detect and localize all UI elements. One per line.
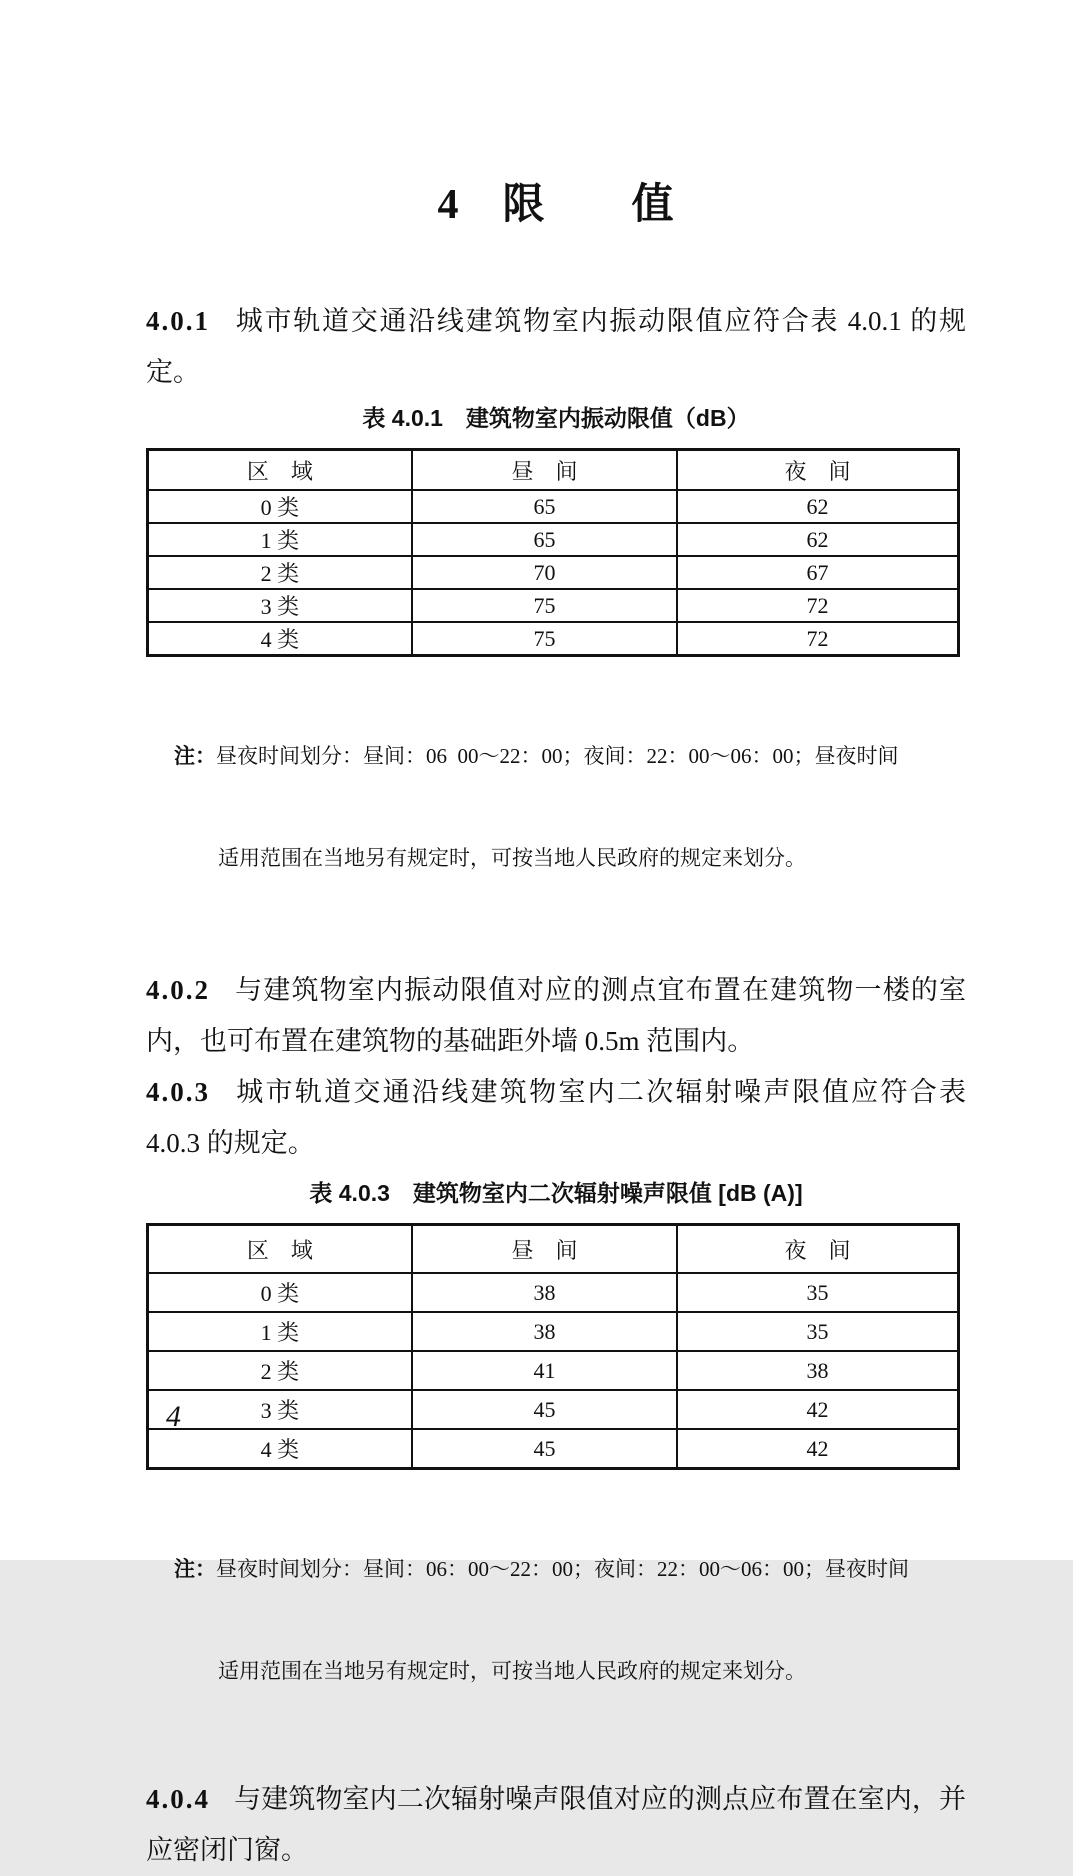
- clause-4-0-1: [146, 296, 966, 398]
- clause-number: 4.0.4: [146, 1784, 210, 1814]
- page-number: 4: [166, 1400, 181, 1433]
- cell-daytime: 65: [412, 490, 677, 523]
- clause-text: 城市轨道交通沿线建筑物室内振动限值应符合表 4.0.1 的规定。: [146, 306, 966, 387]
- clause-text: 城市轨道交通沿线建筑物室内二次辐射噪声限值应符合表 4.0.3 的规定。: [146, 1077, 966, 1158]
- cell-nighttime: 35: [677, 1312, 958, 1351]
- cell-region: 3 类: [148, 589, 412, 622]
- cell-region: 1 类: [148, 523, 412, 556]
- cell-daytime: 41: [412, 1351, 677, 1390]
- clause-4-0-2: [146, 965, 966, 1067]
- note-line: [174, 1552, 966, 1586]
- cell-nighttime: 35: [677, 1273, 958, 1312]
- cell-region: 1 类: [148, 1312, 412, 1351]
- table-row: [148, 622, 959, 656]
- cell-nighttime: 72: [677, 622, 958, 656]
- table-row: [148, 556, 959, 589]
- col-header-daytime: 昼 间: [412, 450, 677, 491]
- cell-nighttime: 62: [677, 490, 958, 523]
- cell-daytime: 65: [412, 523, 677, 556]
- clause-text: 与建筑物室内振动限值对应的测点宜布置在建筑物一楼的室内，也可布置在建筑物的基础距外墙 0.5m 范围内。: [146, 975, 966, 1056]
- note-line: 适用范围在当地另有规定时，可按当地人民政府的规定来划分。: [218, 1659, 806, 1683]
- clause-number: 4.0.3: [146, 1077, 210, 1107]
- col-header-nighttime: 夜 间: [677, 1225, 958, 1274]
- clause-4-0-4: [146, 1774, 966, 1876]
- cell-daytime: 70: [412, 556, 677, 589]
- cell-region: 4 类: [148, 1429, 412, 1469]
- table-4-0-3-caption: 表 4.0.3 建筑物室内二次辐射噪声限值 [dB (A)]: [309, 1180, 803, 1206]
- table-4-0-1-caption: 表 4.0.1 建筑物室内振动限值（dB）: [362, 405, 750, 431]
- cell-region: 2 类: [148, 556, 412, 589]
- vibration-limits-table: [146, 448, 960, 657]
- cell-daytime: 38: [412, 1273, 677, 1312]
- col-header-daytime: 昼 间: [412, 1225, 677, 1274]
- noise-limits-table: [146, 1223, 960, 1470]
- cell-daytime: 45: [412, 1429, 677, 1469]
- note-line: 适用范围在当地另有规定时，可按当地人民政府的规定来划分。: [218, 846, 806, 870]
- clause-number: 4.0.1: [146, 306, 210, 336]
- page-content: [146, 0, 966, 1876]
- table-row: [148, 523, 959, 556]
- table-row: [148, 1429, 959, 1469]
- note-text: 昼夜时间划分：昼间：06 00～22：00；夜间：22：00～06：00；昼夜时间: [216, 744, 899, 768]
- cell-daytime: 75: [412, 589, 677, 622]
- cell-region: 2 类: [148, 1351, 412, 1390]
- note-text: 昼夜时间划分：昼间：06：00～22：00；夜间：22：00～06：00；昼夜时间: [216, 1557, 909, 1581]
- cell-daytime: 38: [412, 1312, 677, 1351]
- table-row: [148, 1312, 959, 1351]
- table-row: [148, 1390, 959, 1429]
- note-label: 注：: [174, 744, 216, 768]
- table-row: [148, 589, 959, 622]
- cell-region: 0 类: [148, 490, 412, 523]
- cell-nighttime: 62: [677, 523, 958, 556]
- clause-text: 与建筑物室内二次辐射噪声限值对应的测点应布置在室内，并应密闭门窗。: [146, 1784, 966, 1865]
- cell-nighttime: 38: [677, 1351, 958, 1390]
- table-4-0-1-note: [146, 671, 966, 943]
- cell-nighttime: 42: [677, 1429, 958, 1469]
- table-row: [148, 490, 959, 523]
- cell-nighttime: 42: [677, 1390, 958, 1429]
- note-line: [174, 739, 966, 773]
- table-row: [148, 1273, 959, 1312]
- cell-region: 4 类: [148, 622, 412, 656]
- cell-nighttime: 67: [677, 556, 958, 589]
- table-header-row: [148, 450, 959, 491]
- cell-region: 3 类: [148, 1390, 412, 1429]
- clause-number: 4.0.2: [146, 975, 210, 1005]
- cell-region: 0 类: [148, 1273, 412, 1312]
- col-header-nighttime: 夜 间: [677, 450, 958, 491]
- cell-daytime: 45: [412, 1390, 677, 1429]
- table-4-0-3-note: [146, 1484, 966, 1756]
- clause-4-0-3: [146, 1067, 966, 1169]
- cell-nighttime: 72: [677, 589, 958, 622]
- cell-daytime: 75: [412, 622, 677, 656]
- table-row: [148, 1351, 959, 1390]
- note-label: 注：: [174, 1557, 216, 1581]
- col-header-region: 区 域: [148, 1225, 412, 1274]
- page-title: 4 限 值: [437, 182, 675, 228]
- col-header-region: 区 域: [148, 450, 412, 491]
- table-header-row: [148, 1225, 959, 1274]
